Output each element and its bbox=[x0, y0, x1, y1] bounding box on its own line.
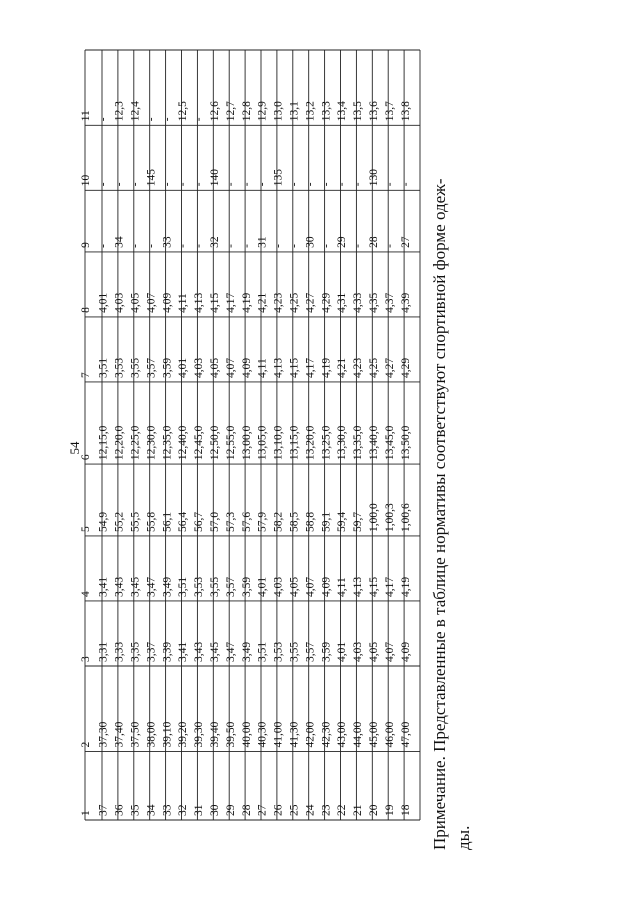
table-cell: - bbox=[113, 182, 126, 187]
table-cell: 12,40,0 bbox=[177, 425, 190, 461]
table-cell: 13,40,0 bbox=[367, 425, 380, 461]
table-cell: 12,3 bbox=[113, 101, 126, 122]
table-cell: 4,21 bbox=[336, 357, 349, 378]
table-cell: 13,0 bbox=[272, 101, 285, 122]
table-cell: - bbox=[304, 182, 317, 187]
table-cell: 12,15,0 bbox=[97, 425, 110, 461]
table-cell: 3,51 bbox=[256, 641, 269, 662]
table-cell: - bbox=[288, 244, 301, 248]
table-cell: 58,8 bbox=[304, 511, 317, 532]
note-line-1: Примечание. Представленные в таблице нормативы соответствуют спортивной форме одеж- bbox=[430, 178, 449, 850]
table-cell: 39,10 bbox=[161, 721, 174, 748]
table-cell: 4,11 bbox=[256, 358, 269, 378]
table-cell: 4,29 bbox=[399, 357, 412, 378]
table-cell: 3,37 bbox=[145, 641, 158, 662]
table-cell: 4,09 bbox=[161, 292, 174, 313]
table-cell: 44,00 bbox=[352, 721, 365, 748]
column-header: 8 bbox=[80, 307, 93, 313]
column-header: 6 bbox=[80, 454, 93, 461]
table-cell: 4,29 bbox=[320, 292, 333, 313]
table-cell: - bbox=[399, 182, 412, 187]
table-cell: 42,00 bbox=[304, 721, 317, 748]
table-cell: - bbox=[383, 244, 396, 248]
column-header: 9 bbox=[80, 242, 93, 248]
table-cell: 3,53 bbox=[113, 357, 126, 378]
table-cell: 4,01 bbox=[256, 576, 269, 597]
table-cell: 34 bbox=[145, 804, 158, 816]
table-cell: 3,53 bbox=[272, 641, 285, 662]
table-cell: 3,39 bbox=[161, 641, 174, 662]
table-cell: 40,00 bbox=[240, 721, 253, 748]
table-cell: - bbox=[145, 117, 158, 122]
table-cell: - bbox=[129, 244, 142, 248]
table-cell: 3,55 bbox=[208, 576, 221, 597]
table-cell: 13,7 bbox=[383, 101, 396, 122]
table-cell: 4,05 bbox=[367, 641, 380, 662]
table-cell: 25 bbox=[288, 804, 301, 816]
table-cell: 20 bbox=[367, 804, 380, 816]
table-cell: 57,3 bbox=[224, 511, 237, 532]
table-cell: 30 bbox=[208, 804, 221, 816]
table-cell: 3,53 bbox=[193, 576, 206, 597]
table-cell: 3,59 bbox=[240, 576, 253, 597]
table-cell: 140 bbox=[208, 169, 221, 187]
table-cell: 3,47 bbox=[224, 641, 237, 662]
page-number: 54 bbox=[67, 441, 82, 455]
table-cell: 54,9 bbox=[97, 511, 110, 532]
table-cell: 12,7 bbox=[224, 101, 237, 122]
table-cell: 55,2 bbox=[113, 511, 126, 532]
table-cell: 13,45,0 bbox=[383, 425, 396, 461]
table-cell: 42,30 bbox=[320, 721, 333, 748]
table-cell: 31 bbox=[193, 804, 206, 816]
table-cell: 4,03 bbox=[272, 576, 285, 597]
table-cell: 32 bbox=[177, 804, 190, 816]
table-cell: - bbox=[256, 182, 269, 187]
table-cell: 13,6 bbox=[367, 101, 380, 122]
table-cell: 21 bbox=[352, 804, 365, 816]
table-cell: 4,35 bbox=[367, 292, 380, 313]
table-cell: 28 bbox=[367, 236, 380, 248]
table-cell: 4,05 bbox=[129, 292, 142, 313]
table-cell: 55,5 bbox=[129, 511, 142, 532]
table-cell: 4,01 bbox=[177, 357, 190, 378]
table-cell: 46,00 bbox=[383, 721, 396, 748]
table-cell: 3,51 bbox=[177, 576, 190, 597]
table-cell: 4,07 bbox=[224, 357, 237, 378]
table-cell: 56,4 bbox=[177, 511, 190, 532]
table-cell: 19 bbox=[383, 804, 396, 816]
table-cell: - bbox=[352, 182, 365, 187]
table-cell: 37 bbox=[97, 804, 110, 816]
table-cell: 57,6 bbox=[240, 511, 253, 532]
table-cell: - bbox=[193, 182, 206, 187]
table-cell: 59,7 bbox=[352, 511, 365, 532]
table-cell: 4,13 bbox=[272, 357, 285, 378]
table-cell: 29 bbox=[336, 236, 349, 248]
column-header: 11 bbox=[80, 110, 93, 122]
table-cell: 1,00,0 bbox=[367, 503, 380, 532]
table-cell: 4,27 bbox=[383, 357, 396, 378]
table-cell: - bbox=[161, 117, 174, 122]
table-cell: 36 bbox=[113, 804, 126, 816]
table-cell: 4,17 bbox=[304, 357, 317, 378]
standards-table bbox=[80, 50, 420, 820]
table-cell: 56,7 bbox=[193, 511, 206, 532]
column-header: 2 bbox=[80, 741, 93, 748]
table-cell: 4,15 bbox=[208, 292, 221, 313]
table-cell: - bbox=[240, 244, 253, 248]
table-cell: 3,55 bbox=[288, 641, 301, 662]
table-cell: - bbox=[320, 244, 333, 248]
table-cell: 12,55,0 bbox=[224, 425, 237, 461]
note-line-2: ды. bbox=[454, 825, 473, 850]
table-cell: 4,17 bbox=[224, 292, 237, 313]
table-cell: 57,0 bbox=[208, 511, 221, 532]
table-cell: - bbox=[383, 182, 396, 187]
table-cell: - bbox=[161, 182, 174, 187]
table-cell: 4,19 bbox=[240, 292, 253, 313]
table-cell: 3,41 bbox=[177, 641, 190, 662]
table-cell: 4,09 bbox=[240, 357, 253, 378]
table-cell: - bbox=[272, 244, 285, 248]
table-cell: 12,8 bbox=[240, 101, 253, 122]
table-cell: 4,15 bbox=[288, 357, 301, 378]
table-cell: 39,40 bbox=[208, 721, 221, 748]
table-cell: - bbox=[240, 182, 253, 187]
table-cell: 3,57 bbox=[145, 357, 158, 378]
table-cell: - bbox=[177, 244, 190, 248]
table-cell: 4,07 bbox=[145, 292, 158, 313]
table-cell: - bbox=[336, 182, 349, 187]
table-cell: 22 bbox=[336, 804, 349, 816]
table-cell: 4,13 bbox=[193, 292, 206, 313]
table-cell: 4,03 bbox=[113, 292, 126, 313]
table-cell: 3,49 bbox=[161, 576, 174, 597]
table-cell: 12,9 bbox=[256, 101, 269, 122]
table-cell: 13,25,0 bbox=[320, 425, 333, 461]
table-cell: 4,09 bbox=[320, 576, 333, 597]
table-cell: 13,20,0 bbox=[304, 425, 317, 461]
table-cell: 3,49 bbox=[240, 641, 253, 662]
table-cell: 4,01 bbox=[336, 641, 349, 662]
table-cell: 4,23 bbox=[272, 292, 285, 313]
table-cell: 37,40 bbox=[113, 721, 126, 748]
column-header: 10 bbox=[80, 174, 93, 187]
table-cell: 12,45,0 bbox=[193, 425, 206, 461]
table-cell: 4,17 bbox=[383, 576, 396, 597]
table-cell: 13,00,0 bbox=[240, 425, 253, 461]
table-cell: 4,19 bbox=[399, 576, 412, 597]
table-cell: 4,33 bbox=[352, 292, 365, 313]
table-cell: 4,05 bbox=[208, 357, 221, 378]
table-cell: - bbox=[97, 182, 110, 187]
table-cell: 3,45 bbox=[208, 641, 221, 662]
table-cell: 3,55 bbox=[129, 357, 142, 378]
table-cell: 28 bbox=[240, 804, 253, 816]
column-header: 3 bbox=[80, 656, 93, 662]
table-cell: 13,8 bbox=[399, 101, 412, 122]
table-cell: 3,43 bbox=[113, 576, 126, 597]
table-cell: 4,31 bbox=[336, 292, 349, 313]
table-cell: 12,35,0 bbox=[161, 425, 174, 461]
table-cell: 3,57 bbox=[304, 641, 317, 662]
table-cell: 13,50,0 bbox=[399, 425, 412, 461]
table-cell: 3,57 bbox=[224, 576, 237, 597]
table-cell: 13,05,0 bbox=[256, 425, 269, 461]
table-cell: - bbox=[129, 182, 142, 187]
table-cell: 4,39 bbox=[399, 292, 412, 313]
table-cell: 57,9 bbox=[256, 511, 269, 532]
table-cell: 4,03 bbox=[193, 357, 206, 378]
table-cell: 13,5 bbox=[352, 101, 365, 122]
table-cell: - bbox=[320, 182, 333, 187]
table-cell: 12,6 bbox=[208, 101, 221, 122]
table-cell: 4,27 bbox=[304, 292, 317, 313]
table-cell: 3,31 bbox=[97, 641, 110, 662]
table-cell: 58,2 bbox=[272, 511, 285, 532]
table-cell: 3,45 bbox=[129, 576, 142, 597]
table-cell: 4,23 bbox=[352, 357, 365, 378]
table-cell: 3,51 bbox=[97, 357, 110, 378]
table-cell: 4,25 bbox=[288, 292, 301, 313]
table-cell: - bbox=[224, 244, 237, 248]
column-header: 5 bbox=[80, 526, 93, 532]
table-cell: 26 bbox=[272, 804, 285, 816]
table-cell: 135 bbox=[272, 169, 285, 187]
table-cell: 3,59 bbox=[161, 357, 174, 378]
table-cell: - bbox=[193, 244, 206, 248]
table-cell: 12,50,0 bbox=[208, 425, 221, 461]
table-cell: 13,35,0 bbox=[352, 425, 365, 461]
table-cell: 4,05 bbox=[288, 576, 301, 597]
table-cell: 145 bbox=[145, 169, 158, 187]
table-cell: 37,50 bbox=[129, 721, 142, 748]
table-cell: 4,07 bbox=[304, 576, 317, 597]
table-cell: 43,00 bbox=[336, 721, 349, 748]
table-cell: 35 bbox=[129, 804, 142, 816]
table-cell: 18 bbox=[399, 804, 412, 816]
table-cell: 41,30 bbox=[288, 721, 301, 748]
table-cell: 4,11 bbox=[177, 293, 190, 313]
column-header: 1 bbox=[80, 810, 93, 816]
table-cell: 38,00 bbox=[145, 721, 158, 748]
table-cell: 4,09 bbox=[399, 641, 412, 662]
table-cell: 3,33 bbox=[113, 641, 126, 662]
table-cell: 47,00 bbox=[399, 721, 412, 748]
table-cell: 27 bbox=[256, 804, 269, 816]
table-cell: 13,15,0 bbox=[288, 425, 301, 461]
table-cell: 40,30 bbox=[256, 721, 269, 748]
table-cell: - bbox=[352, 244, 365, 248]
table-cell: 3,47 bbox=[145, 576, 158, 597]
table-cell: 55,8 bbox=[145, 511, 158, 532]
table-cell: 4,37 bbox=[383, 292, 396, 313]
table-cell: 12,5 bbox=[177, 101, 190, 122]
table-cell: 13,2 bbox=[304, 101, 317, 122]
table-cell: - bbox=[288, 182, 301, 187]
table-cell: 12,25,0 bbox=[129, 425, 142, 461]
table-note bbox=[430, 60, 473, 850]
table-cell: 33 bbox=[161, 804, 174, 816]
table-cell: 3,35 bbox=[129, 641, 142, 662]
table-cell: - bbox=[145, 244, 158, 248]
table-cell: 4,19 bbox=[320, 357, 333, 378]
table-cell: 24 bbox=[304, 804, 317, 816]
table-cell: 29 bbox=[224, 804, 237, 816]
table-cell: 13,3 bbox=[320, 101, 333, 122]
table-cell: 33 bbox=[161, 236, 174, 248]
table-cell: 1,00,6 bbox=[399, 503, 412, 532]
table-cell: 23 bbox=[320, 804, 333, 816]
table-cell: - bbox=[177, 182, 190, 187]
table-cell: 37,30 bbox=[97, 721, 110, 748]
table-cell: 4,15 bbox=[367, 576, 380, 597]
table-cell: 4,21 bbox=[256, 292, 269, 313]
table-cell: 13,1 bbox=[288, 101, 301, 122]
table-cell: 13,10,0 bbox=[272, 425, 285, 461]
column-header: 4 bbox=[80, 591, 93, 597]
table-cell: 12,20,0 bbox=[113, 425, 126, 461]
table-cell: 4,13 bbox=[352, 576, 365, 597]
table-cell: 56,1 bbox=[161, 511, 174, 532]
table-cell: 12,4 bbox=[129, 101, 142, 122]
table-cell: 39,30 bbox=[193, 721, 206, 748]
table-cell: 59,4 bbox=[336, 511, 349, 532]
table-cell: 12,30,0 bbox=[145, 425, 158, 461]
table-cell: 130 bbox=[367, 169, 380, 187]
table-cell: - bbox=[224, 182, 237, 187]
table-cell: - bbox=[97, 244, 110, 248]
table-cell: 13,30,0 bbox=[336, 425, 349, 461]
table-cell: 58,5 bbox=[288, 511, 301, 532]
table-cell: 4,25 bbox=[367, 357, 380, 378]
table-cell: 32 bbox=[208, 236, 221, 248]
table-cell: 27 bbox=[399, 236, 412, 248]
table-cell: 31 bbox=[256, 236, 269, 248]
table-cell: 4,01 bbox=[97, 292, 110, 313]
table-cell: 3,41 bbox=[97, 576, 110, 597]
table-cell: 3,43 bbox=[193, 641, 206, 662]
table-cell: 30 bbox=[304, 236, 317, 248]
table-cell: 4,07 bbox=[383, 641, 396, 662]
table-cell: 34 bbox=[113, 236, 126, 248]
table-cell: - bbox=[193, 117, 206, 122]
table-cell: 3,59 bbox=[320, 641, 333, 662]
table-cell: 4,11 bbox=[336, 577, 349, 597]
table-cell: 1,00,3 bbox=[383, 503, 396, 532]
table-cell: 39,20 bbox=[177, 721, 190, 748]
table-cell: 13,4 bbox=[336, 101, 349, 122]
table-cell: 4,03 bbox=[352, 641, 365, 662]
table-cell: 41,00 bbox=[272, 721, 285, 748]
column-header: 7 bbox=[80, 372, 93, 378]
table-cell: 45,00 bbox=[367, 721, 380, 748]
table-cell: 39,50 bbox=[224, 721, 237, 748]
table-cell: - bbox=[97, 117, 110, 122]
table-cell: 59,1 bbox=[320, 511, 333, 532]
